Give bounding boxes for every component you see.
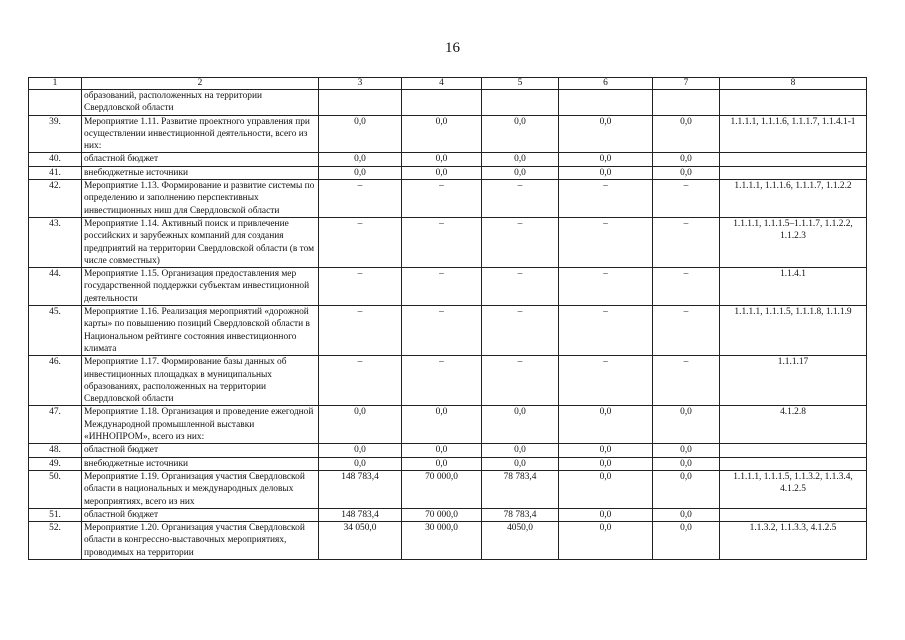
row-number: 48. [29,444,82,457]
value-cell: 0,0 [653,153,720,166]
value-cell: 0,0 [482,406,559,444]
table-row [29,444,867,457]
activity-name: Мероприятие 1.18. Организация и проведение ежегодной Международной промышленной выставки «ИННОПРОМ», всего из них: [82,406,319,444]
value-cell: 0,0 [653,457,720,470]
value-cell: 78 783,4 [482,508,559,521]
column-header: 5 [482,78,559,90]
activity-name: Мероприятие 1.15. Организация предоставления мер государственной поддержки субъектам инвестиционной деятельности [82,268,319,306]
value-cell: 0,0 [402,166,482,179]
activity-name: Мероприятие 1.11. Развитие проектного управления при осуществлении инвестиционной деятельности, всего из них: [82,115,319,153]
target-ref-cell [720,457,867,470]
value-cell: 0,0 [402,153,482,166]
table-row [29,508,867,521]
value-cell [319,90,402,116]
value-cell: 148 783,4 [319,508,402,521]
value-cell: – [482,356,559,406]
value-cell [402,90,482,116]
row-number: 40. [29,153,82,166]
row-number: 47. [29,406,82,444]
value-cell: – [319,217,402,267]
target-ref-cell: 1.1.1.1, 1.1.1.6, 1.1.1.7, 1.1.4.1-1 [720,115,867,153]
value-cell: 0,0 [653,115,720,153]
value-cell: – [559,268,653,306]
value-cell: – [319,356,402,406]
target-ref-cell [720,90,867,116]
value-cell: 0,0 [319,444,402,457]
target-ref-cell: 1.1.1.1, 1.1.1.5, 1.1.1.8, 1.1.1.9 [720,306,867,356]
value-cell: 0,0 [482,457,559,470]
activity-name: областной бюджет [82,508,319,521]
column-header: 7 [653,78,720,90]
value-cell: 0,0 [559,115,653,153]
value-cell: 0,0 [402,457,482,470]
row-number [29,90,82,116]
activity-name: внебюджетные источники [82,457,319,470]
column-header: 2 [82,78,319,90]
value-cell [482,90,559,116]
value-cell: – [319,268,402,306]
program-table [28,77,867,560]
target-ref-cell: 1.1.1.17 [720,356,867,406]
table-row [29,522,867,560]
row-number: 43. [29,217,82,267]
column-header: 1 [29,78,82,90]
value-cell: – [653,180,720,218]
value-cell: 4050,0 [482,522,559,560]
value-cell: – [402,180,482,218]
table-row [29,268,867,306]
table-row [29,115,867,153]
header-row [29,78,867,90]
value-cell: 0,0 [653,470,720,508]
value-cell: 148 783,4 [319,470,402,508]
target-ref-cell: 1.1.4.1 [720,268,867,306]
page-number: 16 [445,40,460,56]
value-cell [653,90,720,116]
row-number: 45. [29,306,82,356]
table-row [29,356,867,406]
row-number: 50. [29,470,82,508]
value-cell: 0,0 [559,406,653,444]
value-cell: 0,0 [319,166,402,179]
value-cell: 0,0 [653,522,720,560]
value-cell: – [319,306,402,356]
value-cell: – [653,268,720,306]
table-row [29,457,867,470]
table-row [29,166,867,179]
value-cell [559,90,653,116]
table-row [29,470,867,508]
activity-name: областной бюджет [82,153,319,166]
value-cell: 0,0 [319,115,402,153]
value-cell: 0,0 [482,153,559,166]
value-cell: 78 783,4 [482,470,559,508]
activity-name: образований, расположенных на территории Свердловской области [82,90,319,116]
value-cell: 0,0 [653,406,720,444]
row-number: 52. [29,522,82,560]
activity-name: Мероприятие 1.17. Формирование базы данных об инвестиционных площадках в муниципальных образованиях, расположенных на территории Свердловской области [82,356,319,406]
value-cell: 0,0 [402,115,482,153]
value-cell: – [653,356,720,406]
value-cell: – [482,180,559,218]
activity-name: Мероприятие 1.14. Активный поиск и привлечение российских и зарубежных компаний для создания предприятий на территории Свердловской области (в том числе совместных) [82,217,319,267]
table-row [29,180,867,218]
target-ref-cell [720,444,867,457]
value-cell: 70 000,0 [402,508,482,521]
value-cell: 0,0 [319,457,402,470]
value-cell: 34 050,0 [319,522,402,560]
row-number: 41. [29,166,82,179]
value-cell: 0,0 [402,406,482,444]
column-header: 6 [559,78,653,90]
row-number: 44. [29,268,82,306]
target-ref-cell: 1.1.3.2, 1.1.3.3, 4.1.2.5 [720,522,867,560]
value-cell: 0,0 [319,153,402,166]
table-row [29,217,867,267]
value-cell: – [559,356,653,406]
table-row [29,153,867,166]
activity-name: Мероприятие 1.16. Реализация мероприятий «дорожной карты» по повышению позиций Свердловской области в Национальном рейтинге состояния инвестиционного климата [82,306,319,356]
activity-name: внебюджетные источники [82,166,319,179]
value-cell: 70 000,0 [402,470,482,508]
table-row [29,306,867,356]
value-cell: – [559,306,653,356]
value-cell: 0,0 [559,166,653,179]
value-cell: – [402,356,482,406]
value-cell: 0,0 [559,522,653,560]
value-cell: – [319,180,402,218]
row-number: 49. [29,457,82,470]
activity-name: Мероприятие 1.13. Формирование и развитие системы по определению и заполнению перспективных инвестиционных ниш для Свердловской области [82,180,319,218]
activity-name: Мероприятие 1.19. Организация участия Свердловской области в национальных и международных деловых мероприятиях, всего из них [82,470,319,508]
value-cell: – [653,217,720,267]
target-ref-cell: 1.1.1.1, 1.1.1.6, 1.1.1.7, 1.1.2.2 [720,180,867,218]
value-cell: – [402,268,482,306]
value-cell: 0,0 [559,457,653,470]
row-number: 39. [29,115,82,153]
value-cell: – [402,306,482,356]
value-cell: 0,0 [653,166,720,179]
column-header: 8 [720,78,867,90]
value-cell: 0,0 [559,444,653,457]
target-ref-cell: 1.1.1.1, 1.1.1.5, 1.1.3.2, 1.1.3.4, 4.1.2.5 [720,470,867,508]
value-cell: 0,0 [319,406,402,444]
value-cell: – [559,217,653,267]
value-cell: 0,0 [559,153,653,166]
value-cell: – [559,180,653,218]
value-cell: 30 000,0 [402,522,482,560]
row-number: 42. [29,180,82,218]
value-cell: 0,0 [482,115,559,153]
value-cell: 0,0 [402,444,482,457]
value-cell: – [482,268,559,306]
value-cell: 0,0 [482,166,559,179]
value-cell: – [482,217,559,267]
target-ref-cell: 4.1.2.8 [720,406,867,444]
row-number: 51. [29,508,82,521]
column-header: 4 [402,78,482,90]
table-row [29,406,867,444]
value-cell: – [653,306,720,356]
activity-name: Мероприятие 1.20. Организация участия Свердловской области в конгрессно-выставочных мероприятиях, проводимых на территории [82,522,319,560]
value-cell: – [482,306,559,356]
column-header: 3 [319,78,402,90]
target-ref-cell [720,508,867,521]
value-cell: – [402,217,482,267]
target-ref-cell [720,166,867,179]
row-number: 46. [29,356,82,406]
value-cell: 0,0 [559,508,653,521]
activity-name: областной бюджет [82,444,319,457]
target-ref-cell: 1.1.1.1, 1.1.1.5–1.1.1.7, 1.1.2.2, 1.1.2.3 [720,217,867,267]
value-cell: 0,0 [482,444,559,457]
value-cell: 0,0 [653,508,720,521]
value-cell: 0,0 [653,444,720,457]
value-cell: 0,0 [559,470,653,508]
table-row [29,90,867,116]
target-ref-cell [720,153,867,166]
